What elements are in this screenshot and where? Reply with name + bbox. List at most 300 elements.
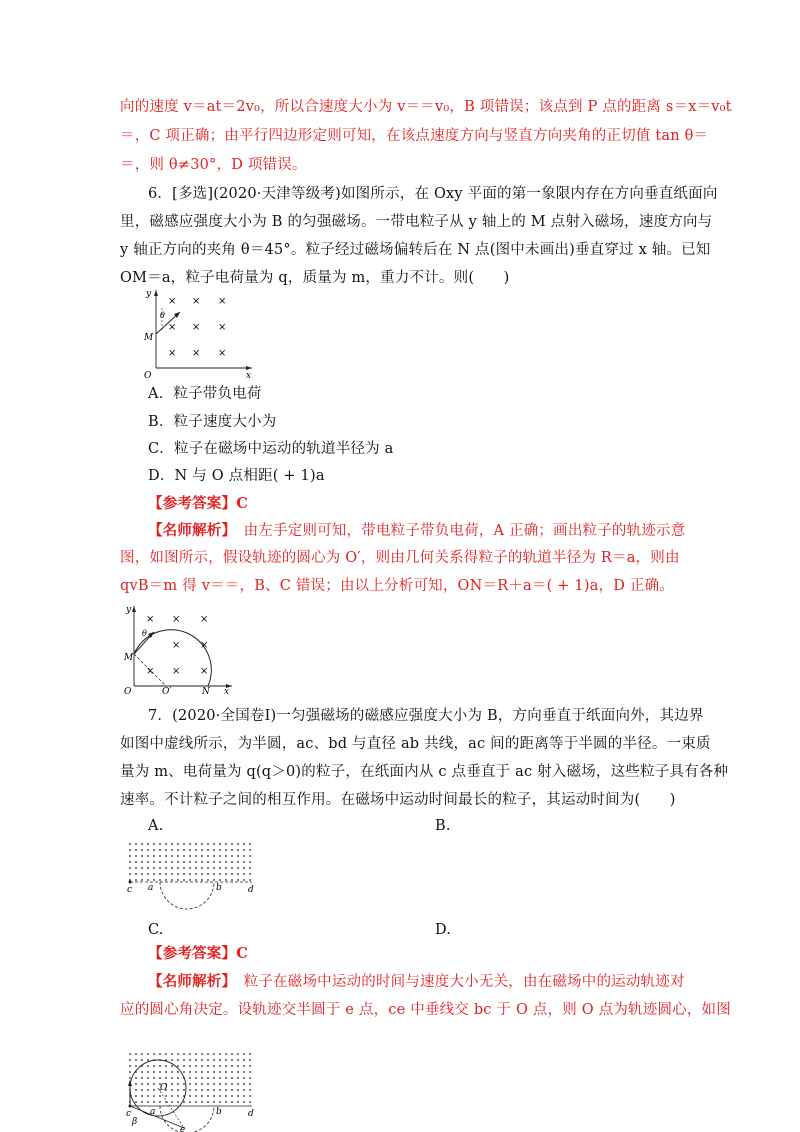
prev-explanation-line-2: ＝，C 项正确；由平行四边形定则可知，在该点速度方向与竖直方向夹角的正切值 tan θ＝ <box>120 128 709 144</box>
field-dot <box>177 1083 179 1085</box>
q7-fig2-a-label: a <box>150 1107 156 1117</box>
field-dot <box>147 1089 149 1091</box>
field-dot <box>147 1071 149 1073</box>
field-dot <box>219 1053 221 1055</box>
q6-stem-line-4: OM＝a，粒子电荷量为 q，质量为 m，重力不计。则( ) <box>120 270 510 286</box>
field-dot <box>201 1071 203 1073</box>
field-dot <box>225 867 227 869</box>
field-dot <box>129 1071 131 1073</box>
field-dot <box>189 873 191 875</box>
field-dot <box>249 1095 251 1097</box>
q6-stem-line-2: 里，磁感应强度大小为 B 的匀强磁场。一带电粒子从 y 轴上的 M 点射入磁场，速度方向与 <box>120 214 713 230</box>
q7-option-d: D. <box>435 922 452 938</box>
field-dot <box>189 849 191 851</box>
q6-fig2-y-label: y <box>126 605 132 615</box>
q6-analysis-label: 【名师解析】 <box>148 522 229 539</box>
field-dot <box>135 879 137 881</box>
field-dot <box>189 1077 191 1079</box>
field-dot <box>249 855 251 857</box>
field-dot <box>147 1053 149 1055</box>
field-dot <box>159 867 161 869</box>
field-dot <box>213 867 215 869</box>
field-dot <box>225 1059 227 1061</box>
field-dot <box>243 1071 245 1073</box>
field-dot <box>213 873 215 875</box>
field-dot <box>159 1095 161 1097</box>
field-dot <box>195 873 197 875</box>
field-dot <box>189 1059 191 1061</box>
field-dot <box>159 1053 161 1055</box>
field-dot <box>189 855 191 857</box>
field-dot <box>231 1071 233 1073</box>
field-dot <box>195 1059 197 1061</box>
field-dot <box>147 873 149 875</box>
field-dot <box>183 867 185 869</box>
q7-fig-c-label: c <box>127 885 133 895</box>
q7-analysis-text-1: 粒子在磁场中运动的时间与速度大小无关，由在磁场中的运动轨迹对 <box>228 974 685 990</box>
q7-fig-dot-field <box>129 843 251 881</box>
field-dot <box>243 855 245 857</box>
field-dot <box>207 861 209 863</box>
field-dot <box>195 1089 197 1091</box>
field-dot <box>135 849 137 851</box>
field-dot <box>141 843 143 845</box>
field-dot <box>171 1053 173 1055</box>
field-dot <box>165 843 167 845</box>
field-dot <box>231 1089 233 1091</box>
field-dot <box>171 849 173 851</box>
field-dot <box>207 1089 209 1091</box>
q7-answer <box>148 944 248 964</box>
field-dot <box>201 1101 203 1103</box>
field-dot <box>177 867 179 869</box>
field-dot <box>225 855 227 857</box>
field-dot <box>249 879 251 881</box>
q7-stem-line-4: 速率。不计粒子之间的相互作用。在磁场中运动时间最长的粒子，其运动时间为( ) <box>120 792 676 808</box>
field-dot <box>171 855 173 857</box>
field-dot <box>153 855 155 857</box>
field-dot <box>213 1059 215 1061</box>
q6-option-c: C．粒子在磁场中运动的轨道半径为 a <box>148 441 394 457</box>
field-dot <box>237 1065 239 1067</box>
field-dot <box>249 861 251 863</box>
field-dot <box>249 1077 251 1079</box>
q6-fig2-cross: × <box>200 614 209 625</box>
field-dot <box>243 879 245 881</box>
field-dot <box>225 879 227 881</box>
field-dot <box>201 879 203 881</box>
q6-fig2-n-label: N <box>202 687 210 696</box>
field-dot <box>219 855 221 857</box>
field-dot <box>165 879 167 881</box>
q6-fig2-cross: × <box>200 640 209 651</box>
field-dot <box>129 843 131 845</box>
field-dot <box>243 873 245 875</box>
field-dot <box>183 855 185 857</box>
field-dot <box>159 849 161 851</box>
field-dot <box>159 855 161 857</box>
field-dot <box>129 1059 131 1061</box>
field-dot <box>219 861 221 863</box>
field-dot <box>129 855 131 857</box>
field-dot <box>189 1065 191 1067</box>
field-dot <box>237 1053 239 1055</box>
q7-fig2-dot-field <box>129 1053 251 1103</box>
q7-stem-line-1: 7．(2020·全国卷Ⅰ)一匀强磁场的磁感应强度大小为 B，方向垂直于纸面向外，其边界 <box>148 708 704 724</box>
field-dot <box>141 873 143 875</box>
field-dot <box>195 861 197 863</box>
field-dot <box>225 1089 227 1091</box>
field-dot <box>231 879 233 881</box>
field-dot <box>153 1083 155 1085</box>
field-dot <box>195 1095 197 1097</box>
q6-fig2-cross: × <box>172 614 181 625</box>
field-dot <box>201 1065 203 1067</box>
field-dot <box>147 849 149 851</box>
q7-analysis-line-2: 应的圆心角决定。设轨迹交半圆于 e 点，ce 中垂线交 bc 于 O 点，则 O 点为轨迹圆心，如图 <box>120 1002 731 1018</box>
field-dot <box>201 1083 203 1085</box>
field-dot <box>207 849 209 851</box>
field-dot <box>135 843 137 845</box>
field-dot <box>177 1095 179 1097</box>
field-dot <box>183 1059 185 1061</box>
field-dot <box>159 1077 161 1079</box>
field-dot <box>153 843 155 845</box>
field-dot <box>135 1083 137 1085</box>
field-dot <box>201 867 203 869</box>
field-dot <box>243 1077 245 1079</box>
field-dot <box>165 873 167 875</box>
field-dot <box>171 873 173 875</box>
field-dot <box>213 879 215 881</box>
field-dot <box>219 1065 221 1067</box>
field-dot <box>243 1065 245 1067</box>
field-dot <box>165 1095 167 1097</box>
field-dot <box>237 855 239 857</box>
field-dot <box>153 867 155 869</box>
field-dot <box>225 1053 227 1055</box>
field-dot <box>177 1089 179 1091</box>
field-dot <box>249 1053 251 1055</box>
field-dot <box>153 861 155 863</box>
field-dot <box>213 1089 215 1091</box>
field-dot <box>165 1071 167 1073</box>
field-dot <box>171 1077 173 1079</box>
field-dot <box>207 1071 209 1073</box>
q6-fig-cross: × <box>218 296 227 307</box>
field-dot <box>189 1071 191 1073</box>
q7-option-a: A. <box>148 818 164 834</box>
field-dot <box>213 1071 215 1073</box>
field-dot <box>195 855 197 857</box>
field-dot <box>159 1071 161 1073</box>
field-dot <box>237 1089 239 1091</box>
field-dot <box>147 1101 149 1103</box>
field-dot <box>141 1059 143 1061</box>
field-dot <box>195 1077 197 1079</box>
field-dot <box>249 1071 251 1073</box>
field-dot <box>231 861 233 863</box>
field-dot <box>129 861 131 863</box>
q6-fig2-origin-label: O <box>124 687 132 696</box>
field-dot <box>177 861 179 863</box>
field-dot <box>159 1101 161 1103</box>
field-dot <box>213 1053 215 1055</box>
field-dot <box>201 855 203 857</box>
field-dot <box>249 1059 251 1061</box>
field-dot <box>195 879 197 881</box>
q6-fig2-cross: × <box>146 666 155 677</box>
field-dot <box>243 1095 245 1097</box>
q6-fig-cross: × <box>192 322 201 333</box>
field-dot <box>189 1083 191 1085</box>
field-dot <box>213 843 215 845</box>
field-dot <box>177 849 179 851</box>
field-dot <box>129 1065 131 1067</box>
field-dot <box>231 867 233 869</box>
prev-explanation-line-1: 向的速度 v＝at＝2v₀，所以合速度大小为 v＝＝v₀，B 项错误；该点到 P 点的距离 s＝x＝v₀t <box>120 99 732 115</box>
field-dot <box>141 1071 143 1073</box>
field-dot <box>159 843 161 845</box>
field-dot <box>231 1095 233 1097</box>
field-dot <box>183 849 185 851</box>
q6-fig2-theta-label: θ <box>142 629 147 638</box>
field-dot <box>231 843 233 845</box>
field-dot <box>195 1071 197 1073</box>
field-dot <box>153 1053 155 1055</box>
field-dot <box>171 843 173 845</box>
field-dot <box>219 1083 221 1085</box>
field-dot <box>147 843 149 845</box>
field-dot <box>189 861 191 863</box>
q6-figure <box>140 284 260 380</box>
field-dot <box>213 1095 215 1097</box>
field-dot <box>213 1077 215 1079</box>
q7-fig2-d-label: d <box>248 1109 254 1119</box>
field-dot <box>153 1077 155 1079</box>
q6-fig-cross: × <box>192 296 201 307</box>
field-dot <box>243 843 245 845</box>
field-dot <box>225 1083 227 1085</box>
field-dot <box>243 1101 245 1103</box>
field-dot <box>201 843 203 845</box>
field-dot <box>249 849 251 851</box>
q7-answer-value: C <box>236 945 248 962</box>
field-dot <box>153 1089 155 1091</box>
q7-analysis-line-1 <box>148 972 685 992</box>
field-dot <box>153 879 155 881</box>
field-dot <box>237 1095 239 1097</box>
field-dot <box>135 861 137 863</box>
field-dot <box>183 1071 185 1073</box>
q6-fig-x-label: x <box>246 371 252 380</box>
field-dot <box>135 1101 137 1103</box>
field-dot <box>141 1101 143 1103</box>
field-dot <box>237 879 239 881</box>
field-dot <box>183 843 185 845</box>
field-dot <box>177 879 179 881</box>
field-dot <box>243 1083 245 1085</box>
field-dot <box>165 855 167 857</box>
field-dot <box>195 1101 197 1103</box>
field-dot <box>207 879 209 881</box>
field-dot <box>171 1071 173 1073</box>
q6-stem-line-1: 6．[多选](2020·天津等级考)如图所示，在 Oxy 平面的第一象限内存在方向垂直纸面向 <box>148 186 718 202</box>
field-dot <box>189 1053 191 1055</box>
q6-fig2-cross: × <box>146 614 155 625</box>
q6-fig-origin-label: O <box>144 371 152 380</box>
field-dot <box>207 1059 209 1061</box>
field-dot <box>213 849 215 851</box>
field-dot <box>249 1089 251 1091</box>
field-dot <box>213 1065 215 1067</box>
q7-stem-line-2: 如图中虚线所示，为半圆，ac、bd 与直径 ab 共线，ac 间的距离等于半圆的半径。一束质 <box>120 736 711 752</box>
field-dot <box>237 1071 239 1073</box>
q6-fig2-cross: × <box>172 666 181 677</box>
field-dot <box>201 861 203 863</box>
q6-analysis-line-1 <box>148 521 685 541</box>
field-dot <box>165 867 167 869</box>
field-dot <box>195 843 197 845</box>
field-dot <box>207 843 209 845</box>
field-dot <box>225 1095 227 1097</box>
field-dot <box>171 861 173 863</box>
field-dot <box>171 1101 173 1103</box>
field-dot <box>171 1089 173 1091</box>
field-dot <box>141 1089 143 1091</box>
field-dot <box>219 843 221 845</box>
field-dot <box>219 1089 221 1091</box>
field-dot <box>153 1065 155 1067</box>
field-dot <box>171 879 173 881</box>
field-dot <box>237 849 239 851</box>
field-dot <box>249 1065 251 1067</box>
field-dot <box>219 873 221 875</box>
field-dot <box>141 849 143 851</box>
q6-fig-cross: × <box>168 348 177 359</box>
field-dot <box>147 879 149 881</box>
q6-fig-cross: × <box>168 322 177 333</box>
field-dot <box>201 873 203 875</box>
field-dot <box>225 1065 227 1067</box>
field-dot <box>183 1083 185 1085</box>
field-dot <box>177 843 179 845</box>
field-dot <box>165 1101 167 1103</box>
q6-option-d: D．N 与 O 点相距( + 1)a <box>148 468 325 484</box>
q6-fig2-cross: × <box>172 640 181 651</box>
field-dot <box>147 1065 149 1067</box>
q6-fig-cross: × <box>168 296 177 307</box>
field-dot <box>195 867 197 869</box>
field-dot <box>183 1101 185 1103</box>
q7-fig2-b-label: b <box>216 1107 222 1117</box>
q7-fig2-e-label: e <box>180 1125 186 1132</box>
field-dot <box>189 843 191 845</box>
field-dot <box>177 873 179 875</box>
field-dot <box>129 867 131 869</box>
field-dot <box>231 1053 233 1055</box>
field-dot <box>231 1077 233 1079</box>
field-dot <box>135 1095 137 1097</box>
field-dot <box>207 873 209 875</box>
field-dot <box>135 1089 137 1091</box>
field-dot <box>147 1059 149 1061</box>
field-dot <box>225 849 227 851</box>
q7-option-b: B. <box>435 818 451 834</box>
field-dot <box>201 1059 203 1061</box>
field-dot <box>135 1059 137 1061</box>
field-dot <box>183 861 185 863</box>
field-dot <box>225 1101 227 1103</box>
q7-analysis-label: 【名师解析】 <box>148 973 229 990</box>
field-dot <box>153 873 155 875</box>
field-dot <box>219 867 221 869</box>
field-dot <box>237 1083 239 1085</box>
field-dot <box>225 843 227 845</box>
field-dot <box>207 1083 209 1085</box>
q7-fig2-o-label: O <box>160 1083 168 1093</box>
field-dot <box>189 879 191 881</box>
field-dot <box>159 879 161 881</box>
q6-fig2-x-label: x <box>224 687 230 696</box>
field-dot <box>171 1059 173 1061</box>
field-dot <box>231 1059 233 1061</box>
field-dot <box>195 1065 197 1067</box>
field-dot <box>141 1077 143 1079</box>
q7-option-c: C. <box>148 922 164 938</box>
field-dot <box>237 843 239 845</box>
q6-fig-cross: × <box>192 348 201 359</box>
field-dot <box>225 1071 227 1073</box>
field-dot <box>177 1071 179 1073</box>
field-dot <box>177 1077 179 1079</box>
field-dot <box>165 861 167 863</box>
field-dot <box>237 1059 239 1061</box>
q7-analysis-figure <box>124 1050 264 1132</box>
field-dot <box>237 861 239 863</box>
field-dot <box>207 1101 209 1103</box>
q6-answer-label: 【参考答案】 <box>148 495 237 512</box>
field-dot <box>141 1083 143 1085</box>
field-dot <box>231 1065 233 1067</box>
field-dot <box>231 855 233 857</box>
field-dot <box>183 873 185 875</box>
q6-fig2-o-prime-label: O′ <box>162 687 172 696</box>
field-dot <box>219 1095 221 1097</box>
q7-stem-line-3: 量为 m、电荷量为 q(q＞0)的粒子，在纸面内从 c 点垂直于 ac 射入磁场，这些粒子具有各种 <box>120 764 729 780</box>
field-dot <box>219 1101 221 1103</box>
field-dot <box>243 1089 245 1091</box>
field-dot <box>153 1095 155 1097</box>
field-dot <box>147 1095 149 1097</box>
q6-fig2-m-label: M <box>124 653 134 663</box>
field-dot <box>195 849 197 851</box>
field-dot <box>225 861 227 863</box>
q7-fig2-c-label: c <box>126 1109 132 1119</box>
field-dot <box>207 855 209 857</box>
q6-answer-value: C <box>236 495 248 512</box>
field-dot <box>165 1065 167 1067</box>
q6-option-b: B．粒子速度大小为 <box>148 414 277 430</box>
q7-fig-a-label: a <box>148 883 154 893</box>
field-dot <box>177 1059 179 1061</box>
field-dot <box>141 1095 143 1097</box>
prev-explanation-line-3: ＝，则 θ≠30°，D 项错误。 <box>120 157 307 173</box>
q7-fig2-beta-label: β <box>132 1117 138 1127</box>
field-dot <box>219 879 221 881</box>
field-dot <box>225 873 227 875</box>
field-dot <box>207 1095 209 1097</box>
